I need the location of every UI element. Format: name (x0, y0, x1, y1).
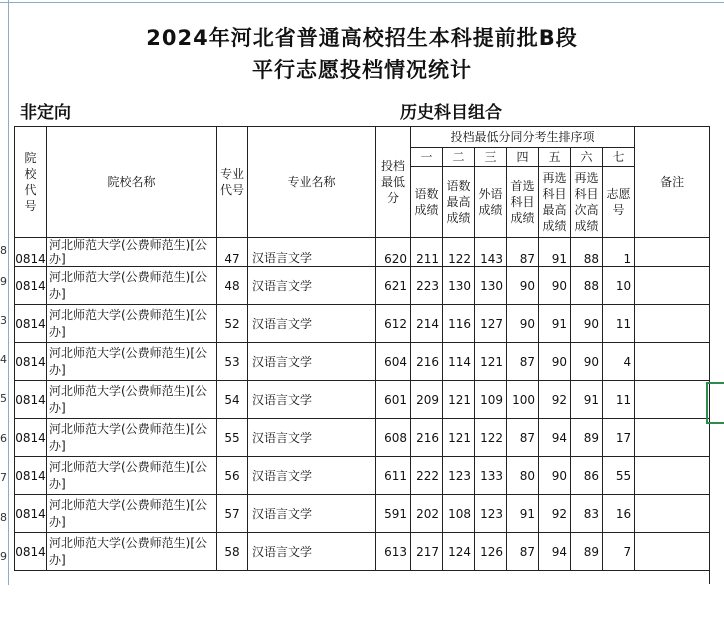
cell-item-4[interactable]: 90 (507, 305, 539, 343)
header-num-1: 一 (411, 148, 443, 167)
cell-major-name[interactable]: 汉语言文学 (248, 305, 376, 343)
header-item-6: 再选科目次高成绩 (571, 167, 603, 238)
row-number: 4 (0, 353, 7, 366)
table-row (15, 238, 710, 267)
cell-item-2[interactable]: 108 (443, 495, 475, 533)
cell-item-7[interactable]: 55 (603, 457, 635, 495)
cell-school-name[interactable]: 河北师范大学(公费师范生)[公办] (47, 419, 217, 457)
cell-major-code[interactable]: 54 (217, 381, 248, 419)
cell-item-2[interactable]: 114 (443, 343, 475, 381)
cell-item-3[interactable]: 126 (475, 533, 507, 571)
header-major-code: 专业代号 (217, 127, 248, 238)
cell-school-name[interactable]: 河北师范大学(公费师范生)[公办] (47, 495, 217, 533)
category-label: 非定向 (20, 103, 71, 123)
cell-major-code[interactable]: 55 (217, 419, 248, 457)
cell-item-4[interactable]: 87 (507, 238, 539, 267)
cell-item-4[interactable]: 87 (507, 533, 539, 571)
selected-cell-indicator[interactable] (706, 382, 724, 424)
cell-school-code[interactable]: 0814 (15, 305, 47, 343)
cell-item-5[interactable]: 90 (539, 457, 571, 495)
cell-item-4[interactable]: 100 (507, 381, 539, 419)
header-num-5: 五 (539, 148, 571, 167)
cell-remark[interactable] (635, 381, 710, 419)
cell-item-5[interactable]: 90 (539, 267, 571, 305)
cell-major-code[interactable]: 57 (217, 495, 248, 533)
cell-item-5[interactable]: 91 (539, 305, 571, 343)
cell-school-name[interactable]: 河北师范大学(公费师范生)[公办] (47, 343, 217, 381)
cell-item-7[interactable]: 10 (603, 267, 635, 305)
cell-item-3[interactable]: 127 (475, 305, 507, 343)
cell-school-name[interactable]: 河北师范大学(公费师范生)[公办] (47, 457, 217, 495)
cell-major-code[interactable]: 58 (217, 533, 248, 571)
cell-school-code[interactable]: 0814 (15, 495, 47, 533)
row-number: 8 (0, 511, 7, 524)
table-row (15, 343, 710, 381)
header-item-7: 志愿号 (603, 167, 635, 238)
cell-school-code[interactable]: 0814 (15, 533, 47, 571)
cell-item-6[interactable]: 88 (571, 238, 603, 267)
cell-remark[interactable] (635, 457, 710, 495)
header-school-name: 院校名称 (47, 127, 217, 238)
cell-item-5[interactable]: 94 (539, 533, 571, 571)
cell-school-code[interactable]: 0814 (15, 419, 47, 457)
cell-major-name[interactable]: 汉语言文学 (248, 533, 376, 571)
cell-school-name[interactable]: 河北师范大学(公费师范生)[公办] (47, 533, 217, 571)
page-title: 2024年河北省普通高校招生本科提前批B段 (146, 26, 578, 50)
row-number: 5 (0, 392, 7, 405)
cell-major-code[interactable]: 48 (217, 267, 248, 305)
page-subtitle: 平行志愿投档情况统计 (252, 58, 472, 82)
cell-item-4[interactable]: 87 (507, 419, 539, 457)
cell-item-3[interactable]: 123 (475, 495, 507, 533)
cell-item-1[interactable]: 211 (411, 238, 443, 267)
cell-major-name[interactable]: 汉语言文学 (248, 419, 376, 457)
cell-item-2[interactable]: 116 (443, 305, 475, 343)
cell-school-code[interactable]: 0814 (15, 267, 47, 305)
cell-item-7[interactable]: 11 (603, 305, 635, 343)
cell-remark[interactable] (635, 305, 710, 343)
header-num-7: 七 (603, 148, 635, 167)
cell-item-7[interactable]: 7 (603, 533, 635, 571)
cell-item-6[interactable]: 90 (571, 343, 603, 381)
cell-item-6[interactable]: 83 (571, 495, 603, 533)
row-number: 3 (0, 314, 7, 327)
cell-item-6[interactable]: 90 (571, 305, 603, 343)
cell-major-code[interactable]: 56 (217, 457, 248, 495)
cell-major-name[interactable]: 汉语言文学 (248, 238, 376, 267)
cell-remark[interactable] (635, 419, 710, 457)
table-row (15, 419, 710, 457)
cell-item-7[interactable]: 17 (603, 419, 635, 457)
subject-group-label: 历史科目组合 (400, 103, 502, 123)
cell-school-name[interactable]: 河北师范大学(公费师范生)[公办] (47, 305, 217, 343)
header-item-4: 首选科目成绩 (507, 167, 539, 238)
row-number: 7 (0, 471, 7, 484)
cell-item-1[interactable]: 222 (411, 457, 443, 495)
cell-school-code[interactable]: 0814 (15, 343, 47, 381)
cell-item-6[interactable]: 91 (571, 381, 603, 419)
cell-min-score[interactable]: 621 (376, 267, 411, 305)
cell-min-score[interactable]: 601 (376, 381, 411, 419)
table-row (15, 305, 710, 343)
cell-min-score[interactable]: 613 (376, 533, 411, 571)
cell-item-4[interactable]: 80 (507, 457, 539, 495)
cell-item-3[interactable]: 122 (475, 419, 507, 457)
cell-remark[interactable] (635, 267, 710, 305)
cell-school-code[interactable]: 0814 (15, 457, 47, 495)
row-number: 6 (0, 432, 7, 445)
cell-item-7[interactable]: 11 (603, 381, 635, 419)
table-row (15, 533, 710, 571)
sheet-gridline-top (0, 2, 724, 3)
cell-item-5[interactable]: 92 (539, 495, 571, 533)
cell-item-2[interactable]: 124 (443, 533, 475, 571)
cell-item-1[interactable]: 202 (411, 495, 443, 533)
cell-min-score[interactable]: 612 (376, 305, 411, 343)
cell-item-1[interactable]: 216 (411, 343, 443, 381)
cell-item-6[interactable]: 86 (571, 457, 603, 495)
cell-item-6[interactable]: 89 (571, 419, 603, 457)
cell-item-3[interactable]: 109 (475, 381, 507, 419)
cell-min-score[interactable]: 591 (376, 495, 411, 533)
sheet-right-border (709, 126, 710, 584)
table-row (15, 267, 710, 305)
cell-item-2[interactable]: 122 (443, 238, 475, 267)
cell-school-code[interactable]: 0814 (15, 238, 47, 267)
table-row (15, 495, 710, 533)
cell-major-code[interactable]: 53 (217, 343, 248, 381)
cell-item-5[interactable]: 91 (539, 238, 571, 267)
cell-school-name[interactable]: 河北师范大学(公费师范生)[公办] (47, 238, 217, 267)
header-school-code: 院校代号 (15, 127, 47, 238)
cell-item-2[interactable]: 121 (443, 381, 475, 419)
cell-remark[interactable] (635, 533, 710, 571)
cell-item-1[interactable]: 216 (411, 419, 443, 457)
cell-item-2[interactable]: 121 (443, 419, 475, 457)
cell-item-6[interactable]: 88 (571, 267, 603, 305)
header-tiebreak-group: 投档最低分同分考生排序项 (411, 127, 635, 148)
cell-item-7[interactable]: 1 (603, 238, 635, 267)
cell-item-2[interactable]: 123 (443, 457, 475, 495)
cell-school-code[interactable]: 0814 (15, 381, 47, 419)
row-number: 9 (0, 275, 7, 288)
cell-min-score[interactable]: 620 (376, 238, 411, 267)
cell-min-score[interactable]: 608 (376, 419, 411, 457)
cell-major-name[interactable]: 汉语言文学 (248, 343, 376, 381)
row-number: 8 (0, 244, 7, 257)
cell-major-code[interactable]: 52 (217, 305, 248, 343)
header-remark: 备注 (635, 127, 710, 238)
cell-remark[interactable] (635, 343, 710, 381)
cell-item-4[interactable]: 90 (507, 267, 539, 305)
cell-major-name[interactable]: 汉语言文学 (248, 457, 376, 495)
cell-item-7[interactable]: 4 (603, 343, 635, 381)
header-min-score: 投档最低分 (376, 127, 411, 238)
cell-item-3[interactable]: 130 (475, 267, 507, 305)
header-item-2: 语数最高成绩 (443, 167, 475, 238)
cell-item-3[interactable]: 143 (475, 238, 507, 267)
header-num-2: 二 (443, 148, 475, 167)
cell-item-3[interactable]: 133 (475, 457, 507, 495)
cell-item-5[interactable]: 94 (539, 419, 571, 457)
cell-remark[interactable] (635, 238, 710, 267)
cell-item-3[interactable]: 121 (475, 343, 507, 381)
header-major-name: 专业名称 (248, 127, 376, 238)
admission-table (14, 126, 710, 571)
cell-major-code[interactable]: 47 (217, 238, 248, 267)
cell-item-7[interactable]: 16 (603, 495, 635, 533)
cell-school-name[interactable]: 河北师范大学(公费师范生)[公办] (47, 381, 217, 419)
cell-item-1[interactable]: 217 (411, 533, 443, 571)
cell-major-name[interactable]: 汉语言文学 (248, 495, 376, 533)
cell-item-6[interactable]: 89 (571, 533, 603, 571)
header-num-3: 三 (475, 148, 507, 167)
header-item-5: 再选科目最高成绩 (539, 167, 571, 238)
cell-item-4[interactable]: 91 (507, 495, 539, 533)
cell-item-1[interactable]: 223 (411, 267, 443, 305)
header-item-1: 语数成绩 (411, 167, 443, 238)
header-num-4: 四 (507, 148, 539, 167)
cell-item-5[interactable]: 90 (539, 343, 571, 381)
cell-item-4[interactable]: 87 (507, 343, 539, 381)
cell-remark[interactable] (635, 495, 710, 533)
cell-major-name[interactable]: 汉语言文学 (248, 267, 376, 305)
cell-item-1[interactable]: 214 (411, 305, 443, 343)
cell-min-score[interactable]: 604 (376, 343, 411, 381)
header-item-3: 外语成绩 (475, 167, 507, 238)
table-row (15, 457, 710, 495)
table-row (15, 381, 710, 419)
cell-school-name[interactable]: 河北师范大学(公费师范生)[公办] (47, 267, 217, 305)
cell-major-name[interactable]: 汉语言文学 (248, 381, 376, 419)
row-number: 9 (0, 550, 7, 563)
cell-item-5[interactable]: 92 (539, 381, 571, 419)
cell-item-1[interactable]: 209 (411, 381, 443, 419)
sheet-gridline-left (8, 0, 9, 585)
cell-item-2[interactable]: 130 (443, 267, 475, 305)
cell-min-score[interactable]: 611 (376, 457, 411, 495)
header-num-6: 六 (571, 148, 603, 167)
